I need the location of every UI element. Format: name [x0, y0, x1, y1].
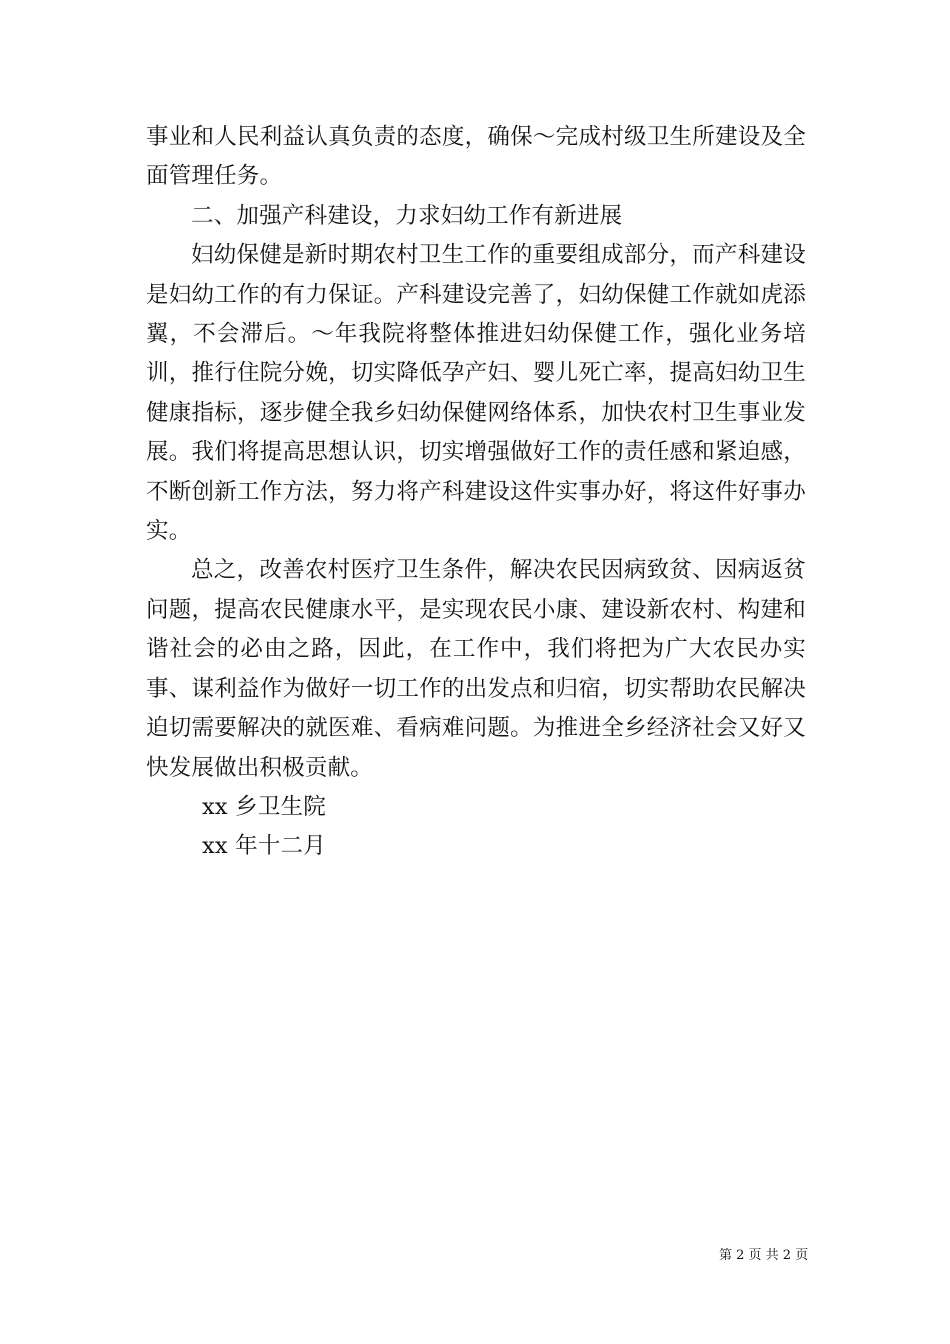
- page-number-footer: 第 2 页 共 2 页: [719, 1248, 809, 1263]
- signature-date: xx 年十二月: [202, 833, 326, 860]
- document-body: [146, 118, 806, 867]
- signature-organization: xx 乡卫生院: [202, 793, 326, 820]
- paragraph-continuation: 事业和人民利益认真负责的态度，确保～完成村级卫生所建设及全面管理任务。: [146, 124, 806, 190]
- paragraph-maternal-health: 妇幼保健是新时期农村卫生工作的重要组成部分，而产科建设是妇幼工作的有力保证。产科建设完善了，妇幼保健工作就如虎添翼，不会滞后。～年我院将整体推进妇幼保健工作，强化业务培训，推行住院分娩，切实降低孕产妇、婴儿死亡率，提高妇幼卫生健康指标，逐步健全我乡妇幼保健网络体系，加快农村卫生事业发展。我们将提高思想认识，切实增强做好工作的责任感和紧迫感，不断创新工作方法，努力将产科建设这件实事办好，将这件好事办实。: [146, 242, 806, 545]
- paragraph-conclusion: 总之，改善农村医疗卫生条件，解决农民因病致贫、因病返贫问题，提高农民健康水平，是实现农民小康、建设新农村、构建和谐社会的必由之路，因此，在工作中，我们将把为广大农民办实事、谋利益作为做好一切工作的出发点和归宿，切实帮助农民解决迫切需要解决的就医难、看病难问题。为推进全乡经济社会又好又快发展做出积极贡献。: [146, 557, 806, 781]
- section-heading: 二、加强产科建设，力求妇幼工作有新进展: [191, 202, 623, 229]
